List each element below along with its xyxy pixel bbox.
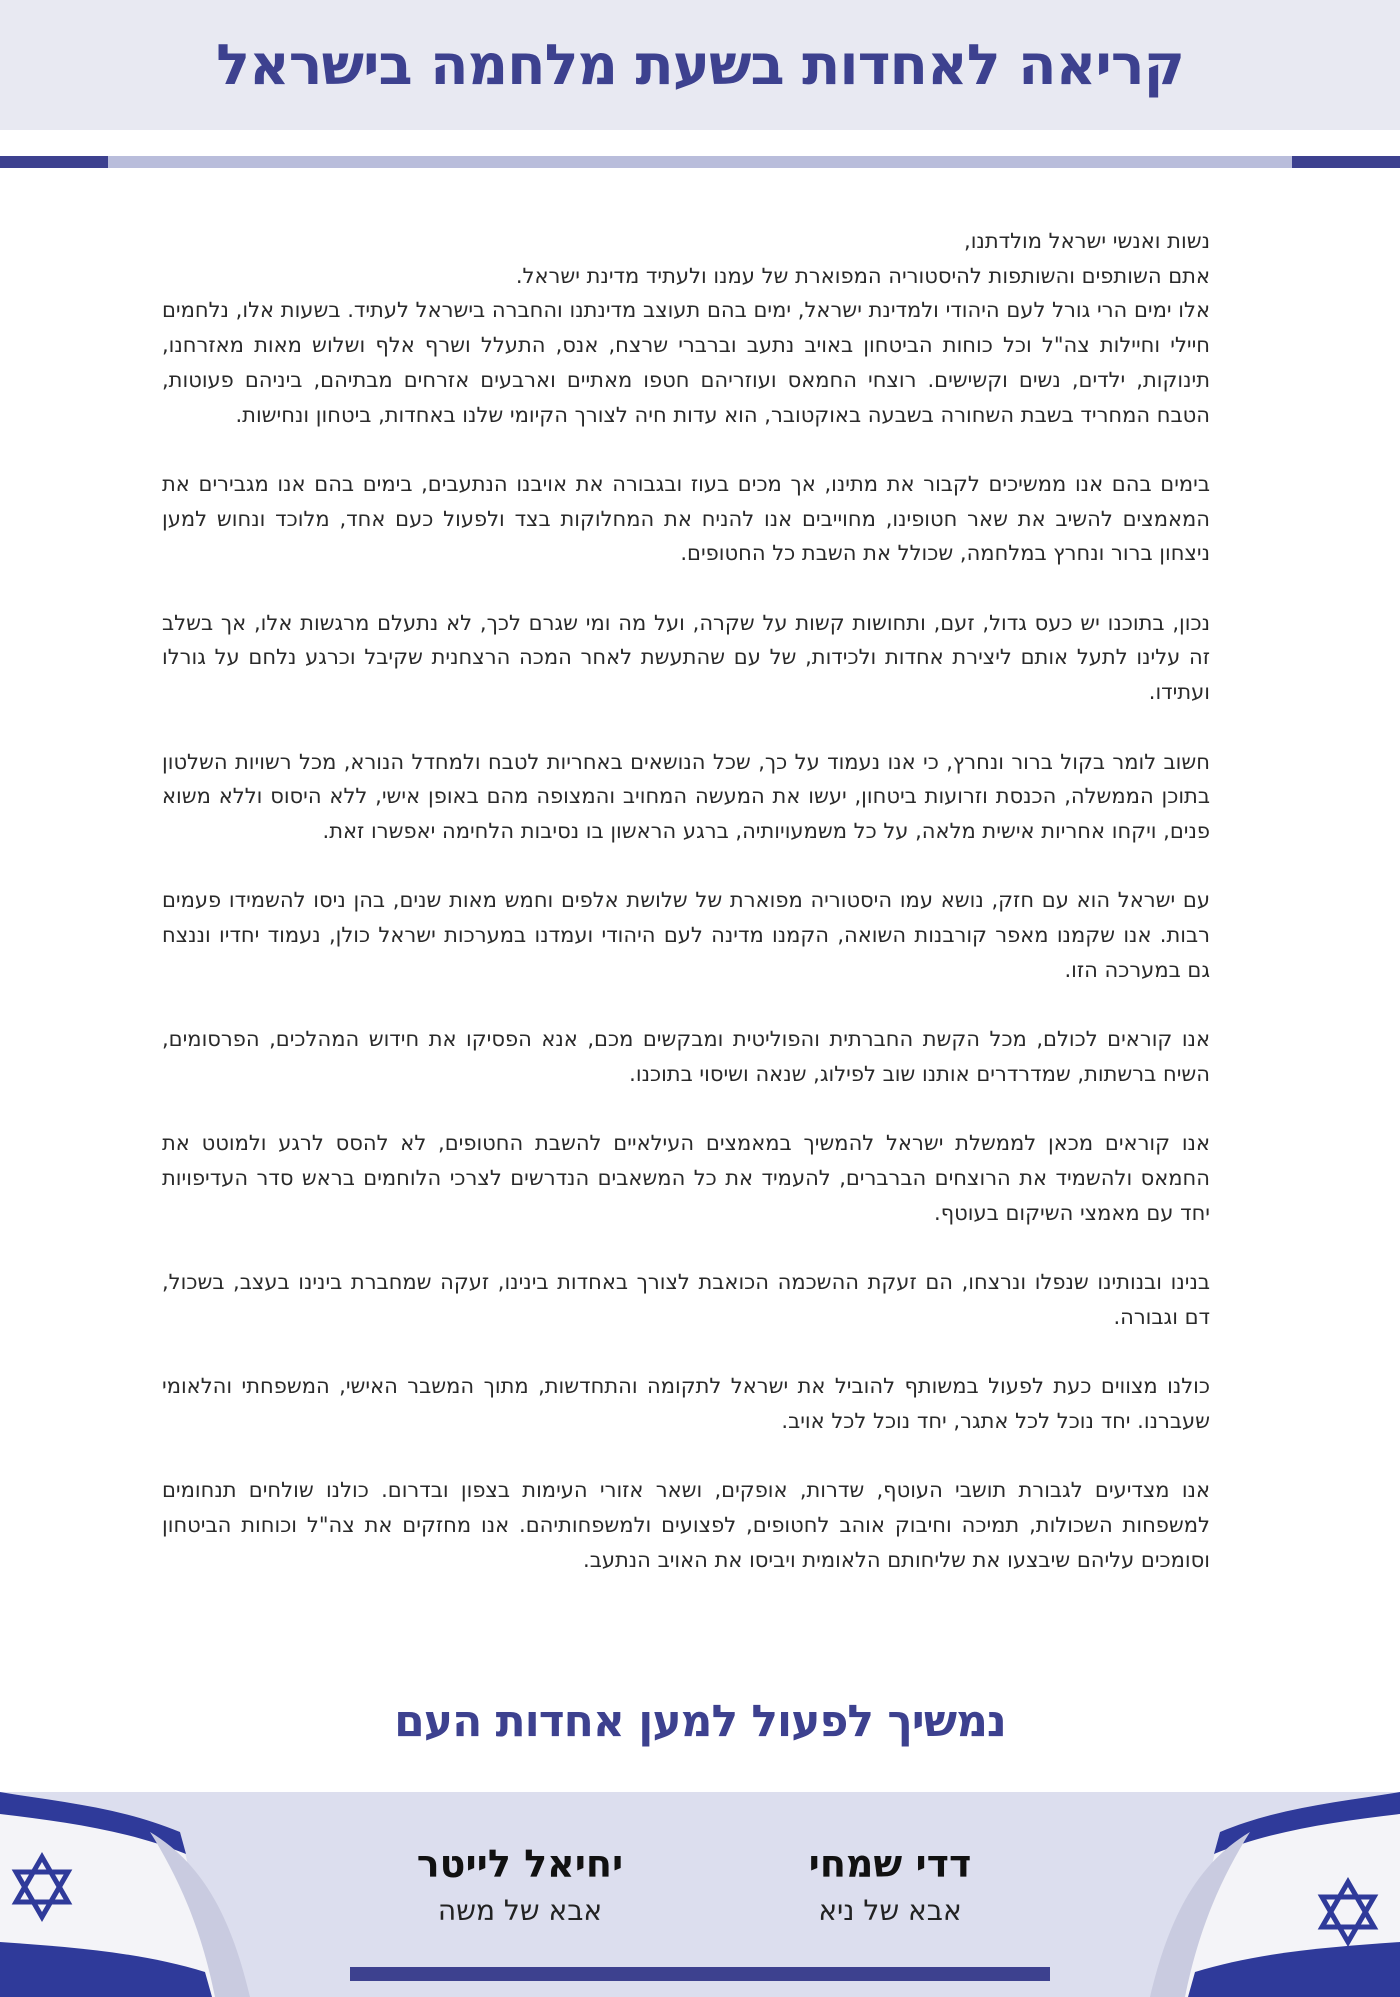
israel-flag-icon <box>1150 1792 1400 1997</box>
signature-block <box>370 1842 670 1927</box>
letter-paragraph: בנינו ובנותינו שנפלו ונרצחו, הם זעקת ההשכמה הכואבת לצורך באחדות בינינו, זעקה שמחברת בינינו בעצב, בשכול, דם וגבורה. <box>162 1269 1210 1329</box>
greeting-line: אתם השותפים והשותפות להיסטוריה המפוארת של עמנו ולעתיד מדינת ישראל. <box>515 263 1210 288</box>
letter-paragraph: אנו קוראים מכאן לממשלת ישראל להמשיך במאמצים העילאיים להשבת החטופים, לא להסס לרגע ולמוטט את החמאס ולהשמיד את הרוצחים הברברים, להעמיד את כל המשאבים הנדרשים לצרכי הלוחמים בראש סדר העדיפויות יחד עם מאמצי השיקום בעוטף. <box>162 1131 1210 1225</box>
letter-paragraph: כולנו מצווים כעת לפעול במשותף להוביל את ישראל לתקומה והתחדשות, מתוך המשבר האישי, המשפחתי והלאומי שעברנו. יחד נוכל לכל אתגר, יחד נוכל לכל אויב. <box>162 1374 1210 1433</box>
signature-name: יחיאל לייטר <box>416 1842 624 1886</box>
band-edge-right <box>1292 156 1400 168</box>
page-footer <box>0 1792 1400 1997</box>
footer-bar <box>350 1967 1050 1981</box>
letter-paragraph: נכון, בתוכנו יש כעס גדול, זעם, ותחושות קשות על שקרה, ועל מה ומי שגרם לכך, לא נתעלם מרגשות אלו, אך בשלב זה עלינו לתעל אותם ליצירת אחדות ולכידות, של עם שהתעשת לאחר המכה הרצחנית שקיבל וכרגע נלחם על גורלו ועתידו. <box>162 610 1210 705</box>
signature-role: אבא של ניא <box>818 1894 962 1927</box>
letter-paragraph: אלו ימים הרי גורל לעם היהודי ולמדינת ישראל, ימים בהם תעוצב מדינתנו והחברה בישראל לעתיד. בשעות אלו, נלחמים חיילי וחיילות צה"ל וכל כוחות הביטחון באויב נתעב וברברי שרצח, אנס, התעלל ושרף אלף ושלוש מאות מאזרחנו, תינוקות, ילדים, נשים וקשישים. רוצחי החמאס ועוזריהם חטפו מאתיים וארבעים אזרחים מבתיהם, ביניהם פעוטות, הטבח המחריד בשבת השחורה בשבעה באוקטובר, הוא עדות חיה לצורך הקיומי שלנו באחדות, ביטחון ונחישות. <box>162 298 1210 427</box>
band-edge-left <box>0 156 108 168</box>
letter-paragraph: עם ישראל הוא עם חזק, נושא עמו היסטוריה מפוארת של שלושת אלפים וחמש מאות שנים, בהן ניסו להשמידו פעמים רבות. אנו שקמנו מאפר קורבנות השואה, הקמנו מדינה לעם היהודי ועמדנו במערכות ישראל כולן, נעמוד יחדיו וננצח גם במערכה הזו. <box>162 888 1210 982</box>
greeting-line: נשות ואנשי ישראל מולדתנו, <box>964 229 1210 253</box>
header-divider-band <box>0 156 1400 168</box>
signature-role: אבא של משה <box>437 1894 603 1927</box>
signature-block <box>740 1842 1040 1927</box>
page-header <box>0 0 1400 130</box>
letter-paragraph: חשוב לומר בקול ברור ונחרץ, כי אנו נעמוד על כך, שכל הנושאים באחריות לטבח ולמחדל הנורא, מכל רשויות השלטון בתוכן הממשלה, הכנסת וזרועות ביטחון, יעשו את המעשה המחויב והמצופה מהם באופן אישי, ללא היסוס וללא משוא פנים, ויקחו אחריות אישית מלאה, על כל משמעויותיה, ברגע הראשון בו נסיבות הלחימה יאפשרו זאת. <box>162 749 1210 843</box>
letter-body <box>162 224 1210 1612</box>
closing-slogan: נמשיך לפעול למען אחדות העם <box>394 1696 1006 1747</box>
israel-flag-icon <box>0 1792 250 1997</box>
letter-paragraph: בימים בהם אנו ממשיכים לקבור את מתינו, אך מכים בעוז ובגבורה את אויבנו הנתעבים, בימים בהם אנו מגבירים את המאמצים להשיב את שאר חטופינו, מחוייבים אנו להניח את המחלוקות בצד ולפעול כעם אחד, מלוכד ונחוש למען ניצחון ברור ונחרץ במלחמה, שכולל את השבת כל החטופים. <box>162 471 1210 566</box>
letter-paragraph: אנו מצדיעים לגבורת תושבי העוטף, שדרות, אופקים, ושאר אזורי העימות בצפון ובדרום. כולנו שולחים תנחומים למשפחות השכולות, תמיכה וחיבוק אוהב לחטופים, לפצועים ולמשפחותיהם. אנו מחזקים את צה"ל וכוחות הביטחון וסומכים עליהם שיבצעו את שליחותם הלאומית ויביסו את האויב הנתעב. <box>162 1478 1210 1572</box>
letter-greeting <box>162 224 1210 293</box>
signature-name: דדי שמחי <box>808 1842 972 1886</box>
page-title: קריאה לאחדות בשעת מלחמה בישראל <box>216 32 1184 98</box>
letter-paragraph: אנו קוראים לכולם, מכל הקשת החברתית והפוליטית ומבקשים מכם, אנא הפסיקו את חידוש המהלכים, הפרסומים, השיח ברשתות, שמדרדרים אותנו שוב לפילוג, שנאה ושיסוי בתוכנו. <box>162 1027 1210 1086</box>
